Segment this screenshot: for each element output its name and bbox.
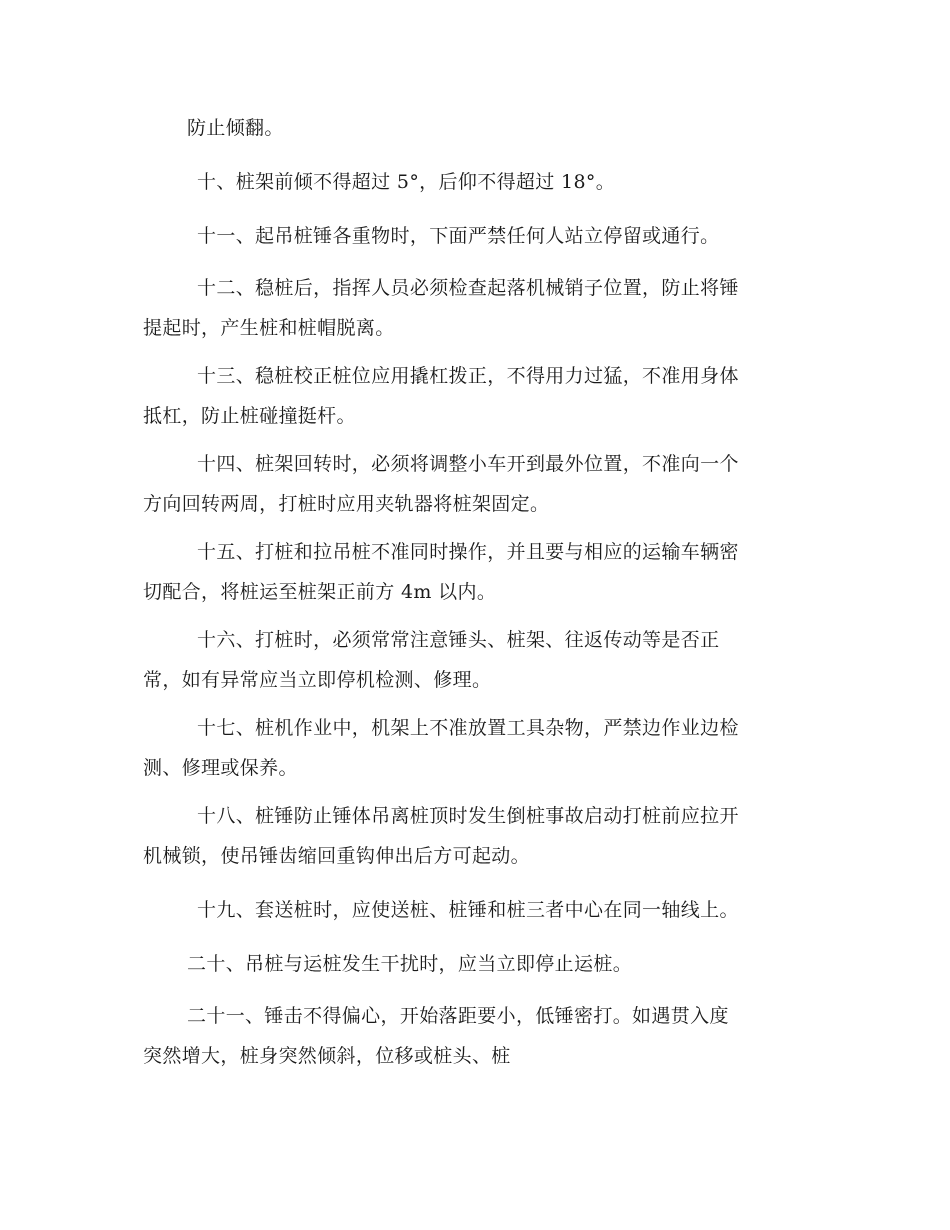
paragraph-9-line-1: 机械锁，使吊锤齿缩回重钩伸出后方可起动。 bbox=[143, 845, 531, 867]
paragraph-7-line-1: 常，如有异常应当立即停机检测、修理。 bbox=[143, 669, 492, 691]
paragraph-8-line-0: 十七、桩机作业中，机架上不准放置工具杂物，严禁边作业边检 bbox=[197, 717, 739, 739]
paragraph-11-line-0: 二十、吊桩与运桩发生干扰时，应当立即停止运桩。 bbox=[187, 953, 633, 975]
paragraph-0-line-0: 防止倾翻。 bbox=[187, 117, 284, 139]
paragraph-6-line-1: 切配合，将桩运至桩架正前方 4m 以内。 bbox=[143, 581, 497, 603]
paragraph-12-line-0: 二十一、锤击不得偏心，开始落距要小，低锤密打。如遇贯入度 bbox=[187, 1005, 729, 1027]
paragraph-1-line-0: 十、桩架前倾不得超过 5°，后仰不得超过 18°。 bbox=[197, 171, 616, 193]
paragraph-9-line-0: 十八、桩锤防止锤体吊离桩顶时发生倒桩事故启动打桩前应拉开 bbox=[197, 805, 739, 827]
paragraph-3-line-1: 提起时，产生桩和桩帽脱离。 bbox=[143, 317, 395, 339]
paragraph-5-line-1: 方向回转两周，打桩时应用夹轨器将桩架固定。 bbox=[143, 493, 550, 515]
paragraph-12-line-1: 突然增大，桩身突然倾斜，位移或桩头、桩 bbox=[143, 1045, 511, 1067]
paragraph-4-line-0: 十三、稳桩校正桩位应用撬杠拨正，不得用力过猛，不准用身体 bbox=[197, 365, 739, 387]
paragraph-5-line-0: 十四、桩架回转时，必须将调整小车开到最外位置，不准向一个 bbox=[197, 453, 739, 475]
paragraph-7-line-0: 十六、打桩时，必须常常注意锤头、桩架、往返传动等是否正 bbox=[197, 629, 720, 651]
paragraph-10-line-0: 十九、套送桩时，应使送桩、桩锤和桩三者中心在同一轴线上。 bbox=[197, 899, 739, 921]
paragraph-6-line-0: 十五、打桩和拉吊桩不准同时操作，并且要与相应的运输车辆密 bbox=[197, 541, 739, 563]
paragraph-2-line-0: 十一、起吊桩锤各重物时，下面严禁任何人站立停留或通行。 bbox=[197, 225, 720, 247]
paragraph-8-line-1: 测、修理或保养。 bbox=[143, 757, 298, 779]
paragraph-4-line-1: 抵杠，防止桩碰撞挺杆。 bbox=[143, 405, 356, 427]
paragraph-3-line-0: 十二、稳桩后，指挥人员必须检查起落机械销子位置，防止将锤 bbox=[197, 277, 739, 299]
